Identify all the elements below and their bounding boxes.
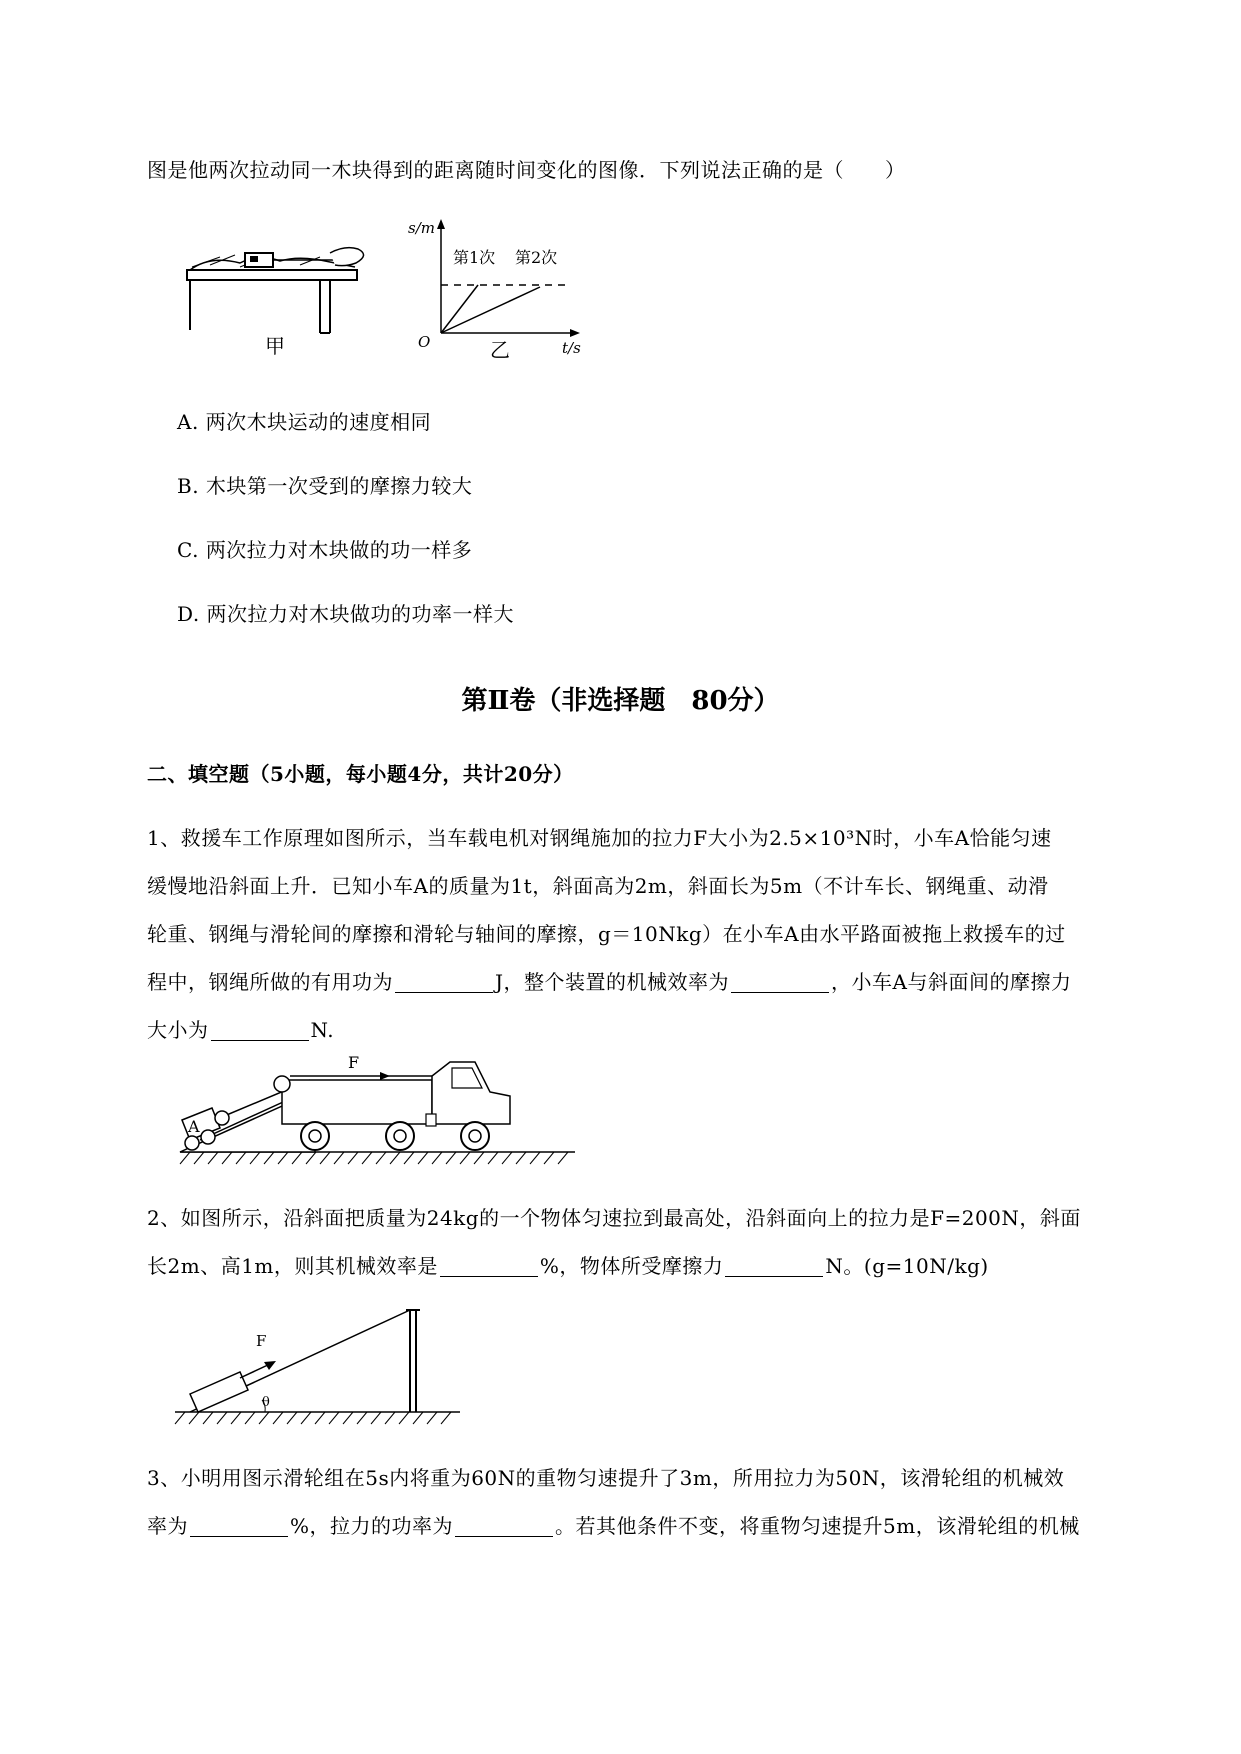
truck-wheels [301,1122,489,1150]
q1-text: N. [310,1018,335,1042]
section-heading: 二、填空题（5小题，每小题4分，共计20分） [147,762,574,786]
answer-blank-efficiency[interactable] [190,1514,288,1537]
line-first-trial [441,285,478,333]
q1-line2: 缓慢地沿斜面上升．已知小车A的质量为1t，斜面高为2m，斜面长为5m（不计车长、钢绳重、动滑 [147,874,1049,898]
q3-text: %，拉力的功率为 [290,1514,454,1538]
option-letter: B. [177,474,200,498]
answer-blank-useful-work[interactable] [395,970,493,993]
force-label-f: F [348,1053,360,1072]
axis-label-s: s/m [408,219,435,237]
q1-text: 程中，钢绳所做的有用功为 [147,970,393,994]
answer-blank-friction[interactable] [725,1254,823,1277]
q2-text: 长2m、高1m，则其机械效率是 [147,1254,438,1278]
q1-line3: 轮重、钢绳与滑轮间的摩擦和滑轮与轴间的摩擦，g＝10Nkg）在小车A由水平路面被拖上救援车的过 [147,922,1066,946]
option-text: 两次木块运动的速度相同 [205,410,432,434]
q1-line4 [147,968,1071,996]
question-intro-text: 图是他两次拉动同一木块得到的距离随时间变化的图像．下列说法正确的是（ ） [147,158,906,182]
angle-label-theta: θ [262,1395,270,1410]
figure-label-yi: 乙 [490,338,510,362]
option-text: 两次拉力对木块做功的功率一样大 [206,602,515,626]
origin-label: O [418,333,431,351]
option-text: 木块第一次受到的摩擦力较大 [205,474,473,498]
q1-line1: 1、救援车工作原理如图所示，当车载电机对钢绳施加的拉力F大小为2.5×10³N时，小车A恰能匀速 [147,826,1052,850]
option-letter: D. [177,602,200,626]
q2-text: %，物体所受摩擦力 [539,1254,724,1278]
cart-label-a: A [188,1117,200,1136]
q1-text: ，小车A与斜面间的摩擦力 [831,970,1072,994]
q3-line1: 3、小明用图示滑轮组在5s内将重为60N的重物匀速提升了3m，所用拉力为50N，该滑轮组的机械效 [147,1466,1065,1490]
label-first-trial: 第1次 [453,248,496,267]
q3-text: 率为 [147,1514,188,1538]
answer-blank-friction[interactable] [211,1018,309,1041]
q1-text: J，整个装置的机械效率为 [495,970,730,994]
incline-block [190,1372,248,1412]
q2-text: N。(g=10N/kg) [825,1254,989,1278]
q3-line2 [147,1512,1080,1540]
table-block-illustration [187,248,364,333]
answer-blank-efficiency[interactable] [440,1254,538,1277]
q2-line1: 2、如图所示，沿斜面把质量为24kg的一个物体匀速拉到最高处，沿斜面向上的拉力是F=200N，斜面 [147,1206,1081,1230]
option-letter: A. [177,410,199,434]
part2-heading: 第Ⅱ卷（非选择题 80分） [461,686,780,716]
figure-label-jia: 甲 [265,334,285,358]
answer-blank-efficiency[interactable] [731,970,829,993]
option-letter: C. [177,538,199,562]
line-second-trial [441,287,540,333]
figure-rescue-truck [170,1040,590,1180]
option-text: 两次拉力对木块做的功一样多 [205,538,473,562]
st-graph [437,219,580,337]
axis-label-t: t/s [562,339,581,357]
option-a[interactable] [177,408,431,436]
option-c[interactable] [177,536,472,564]
force-label-f: F [256,1332,267,1350]
option-d[interactable] [177,600,514,628]
figure-incline [170,1300,470,1440]
q1-text: 大小为 [147,1018,209,1042]
label-second-trial: 第2次 [515,248,558,267]
q3-text: 。若其他条件不变，将重物匀速提升5m，该滑轮组的机械 [555,1514,1080,1538]
q2-line2 [147,1252,989,1280]
option-b[interactable] [177,472,472,500]
figure-jia-yi [180,215,600,365]
answer-blank-power[interactable] [455,1514,553,1537]
